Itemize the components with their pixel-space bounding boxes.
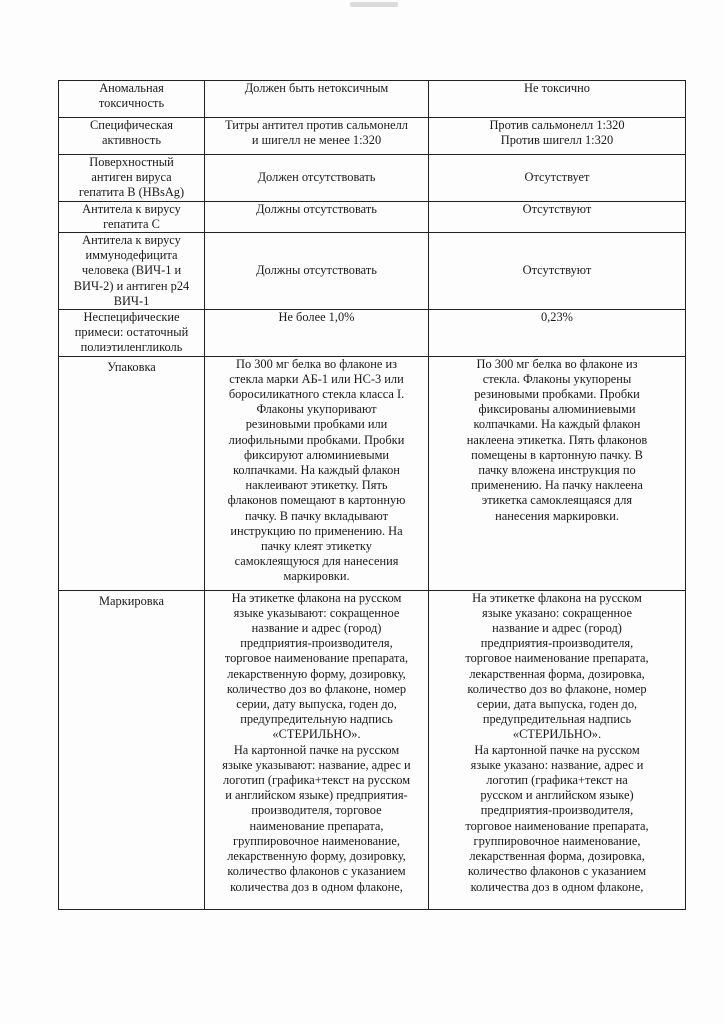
parameter-cell: Упаковка (59, 356, 205, 590)
table-row (59, 233, 686, 310)
result-cell: Отсутствует (429, 155, 686, 202)
result-cell: На этикетке флакона на русском языке указано: сокращенное название и адрес (город) предприятия-производителя, торговое наименование препарата, лекарственная форма, дозировка, количество доз во флаконе, номер серии, дата выпуска, годен до, предупредительная надпись «СТЕРИЛЬНО». На картонной пачке на русском языке указано: название, адрес и логотип (графика+текст на русском и английском языке) предприятия-производителя, торговое наименование препарата, группировочное наименование, лекарственная форма, дозировка, количество флаконов с указанием количества доз в одном флаконе, (429, 590, 686, 909)
requirement-cell: По 300 мг белка во флаконе из стекла марки АБ-1 или НС-3 или боросиликатного стекла класса I. Флаконы укупоривают резиновыми пробками или лиофильными пробками. Пробки фиксируют алюминиевыми колпачками. На каждый флакон наклеивают этикетку. Пять флаконов помещают в картонную пачку. В пачку вкладывают инструкцию по применению. На пачку клеят этикетку самоклеящуюся для нанесения маркировки. (205, 356, 429, 590)
requirement-cell: На этикетке флакона на русском языке указывают: сокращенное название и адрес (город) предприятия-производителя, торговое наименование препарата, лекарственную форму, дозировку, количество доз во флаконе, номер серии, дату выпуска, годен до, предупредительную надпись «СТЕРИЛЬНО». На картонной пачке на русском языке указывают: название, адрес и логотип (графика+текст на русском и английском языке) предприятия- производителя, торговое наименование препарата, группировочное наименование, лекарственную форму, дозировку, количество флаконов с указанием количества доз в одном флаконе, (205, 590, 429, 909)
result-cell: Не токсично (429, 81, 686, 118)
parameter-cell: Поверхностный антиген вируса гепатита В (HBsAg) (59, 155, 205, 202)
table-row (59, 590, 686, 909)
result-cell: 0,23% (429, 310, 686, 357)
requirement-cell: Должны отсутствовать (205, 233, 429, 310)
requirement-cell: Не более 1,0% (205, 310, 429, 357)
requirement-cell: Должен отсутствовать (205, 155, 429, 202)
parameter-cell: Неспецифические примеси: остаточный полиэтиленгликоль (59, 310, 205, 357)
parameter-cell: Маркировка (59, 590, 205, 909)
table-row (59, 310, 686, 357)
parameter-cell: Антитела к вирусу гепатита С (59, 201, 205, 232)
result-cell: Против сальмонелл 1:320 Против шигелл 1:320 (429, 118, 686, 155)
table-row (59, 201, 686, 232)
table-row (59, 118, 686, 155)
requirement-cell: Титры антител против сальмонелл и шигелл не менее 1:320 (205, 118, 429, 155)
table-row (59, 81, 686, 118)
specification-table (58, 80, 686, 910)
scan-smudge (350, 2, 398, 7)
table-row (59, 356, 686, 590)
requirement-cell: Должны отсутствовать (205, 201, 429, 232)
parameter-cell: Аномальная токсичность (59, 81, 205, 118)
result-cell: Отсутствуют (429, 201, 686, 232)
table-row (59, 155, 686, 202)
parameter-cell: Специфическая активность (59, 118, 205, 155)
parameter-cell: Антитела к вирусу иммунодефицита человека (ВИЧ-1 и ВИЧ-2) и антиген р24 ВИЧ-1 (59, 233, 205, 310)
result-cell: Отсутствуют (429, 233, 686, 310)
requirement-cell: Должен быть нетоксичным (205, 81, 429, 118)
result-cell: По 300 мг белка во флаконе из стекла. Флаконы укупорены резиновыми пробками. Пробки фиксированы алюминиевыми колпачками. На каждый флакон наклеена этикетка. Пять флаконов помещены в картонную пачку. В пачку вложена инструкция по применению. На пачку наклеена этикетка самоклеящаяся для нанесения маркировки. (429, 356, 686, 590)
